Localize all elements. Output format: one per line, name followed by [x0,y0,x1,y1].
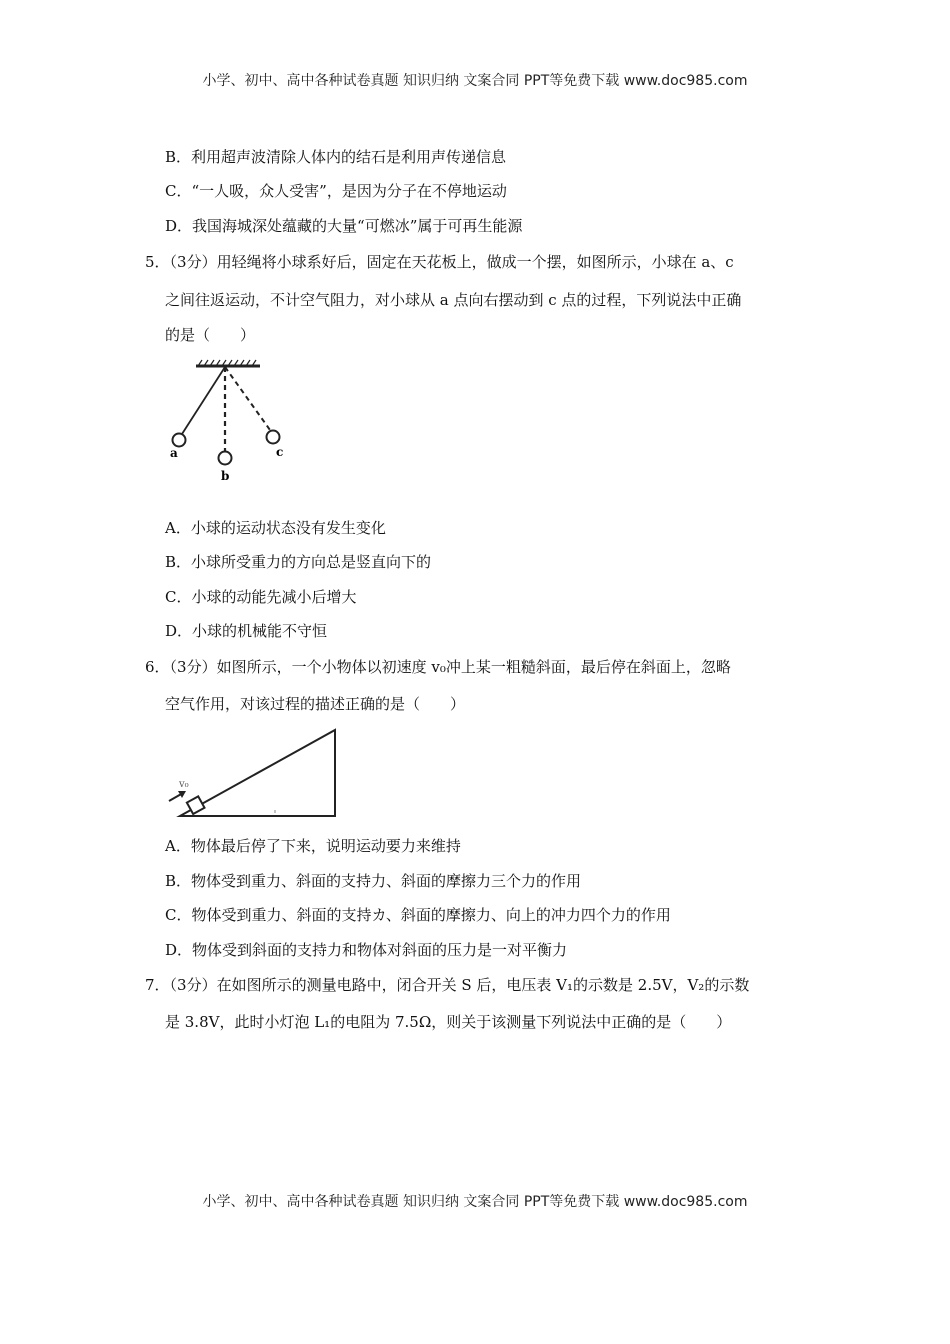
q6-option-a: A．物体最后停了下来，说明运动要力来维持 [165,837,461,855]
q5-stem-line-2: 之间往返运动，不计空气阻力，对小球从 a 点向右摆动到 c 点的过程，下列说法中正确 [165,291,742,309]
page-header: 小学、初中、高中各种试卷真题 知识归纳 文案合同 PPT等免费下载 www.doc985.com [202,73,748,89]
q5-stem-line-3: 的是（ ） [165,326,256,344]
page-footer: 小学、初中、高中各种试卷真题 知识归纳 文案合同 PPT等免费下载 www.doc985.com [202,1194,748,1210]
q5-option-b: B．小球所受重力的方向总是竖直向下的 [165,553,432,571]
v0-label: v₀ [179,779,189,790]
q5-option-a: A．小球的运动状态没有发生变化 [165,519,386,537]
q6-option-c: C．物体受到重力、斜面的支持カ、斜面的摩擦力、向上的冲力四个力的作用 [165,906,671,924]
q5-stem-line-1: 5．（3分）用轻绳将小球系好后，固定在天花板上，做成一个摆，如图所示，小球在 a、c [145,253,734,271]
q7-stem-line-1: 7．（3分）在如图所示的测量电路中，闭合开关 S 后，电压表 V₁的示数是 2.5V，V₂的示数 [145,976,750,994]
label-b: b [221,469,230,483]
q6-option-b: B．物体受到重力、斜面的支持力、斜面的摩擦力三个力的作用 [165,872,582,890]
q6-stem-line-2: 空气作用，对该过程的描述正确的是（ ） [165,695,466,713]
q4-option-b: B．利用超声波清除人体内的结石是利用声传递信息 [165,148,507,166]
q5-option-d: D．小球的机械能不守恒 [165,622,328,640]
label-a: a [170,446,178,460]
q4-option-d: D．我国海城深处蕴藏的大量“可燃冰”属于可再生能源 [165,217,523,235]
ball-a [173,434,186,447]
q4-option-c: C．“一人吸，众人受害”，是因为分子在不停地运动 [165,182,507,200]
incline-figure [165,725,345,820]
ball-c [267,431,280,444]
q7-stem-line-2: 是 3.8V，此时小灯泡 L₁的电阻为 7.5Ω，则关于该测量下列说法中正确的是（ ） [165,1013,732,1031]
q5-option-c: C．小球的动能先减小后增大 [165,588,357,606]
q6-option-d: D．物体受到斜面的支持力和物体对斜面的压力是一对平衡力 [165,941,568,959]
ball-b [219,452,232,465]
label-c: c [276,445,284,459]
q6-stem-line-1: 6．（3分）如图所示，一个小物体以初速度 v₀冲上某一粗糙斜面，最后停在斜面上，忽略 [145,658,731,676]
pendulum-figure [160,358,300,488]
